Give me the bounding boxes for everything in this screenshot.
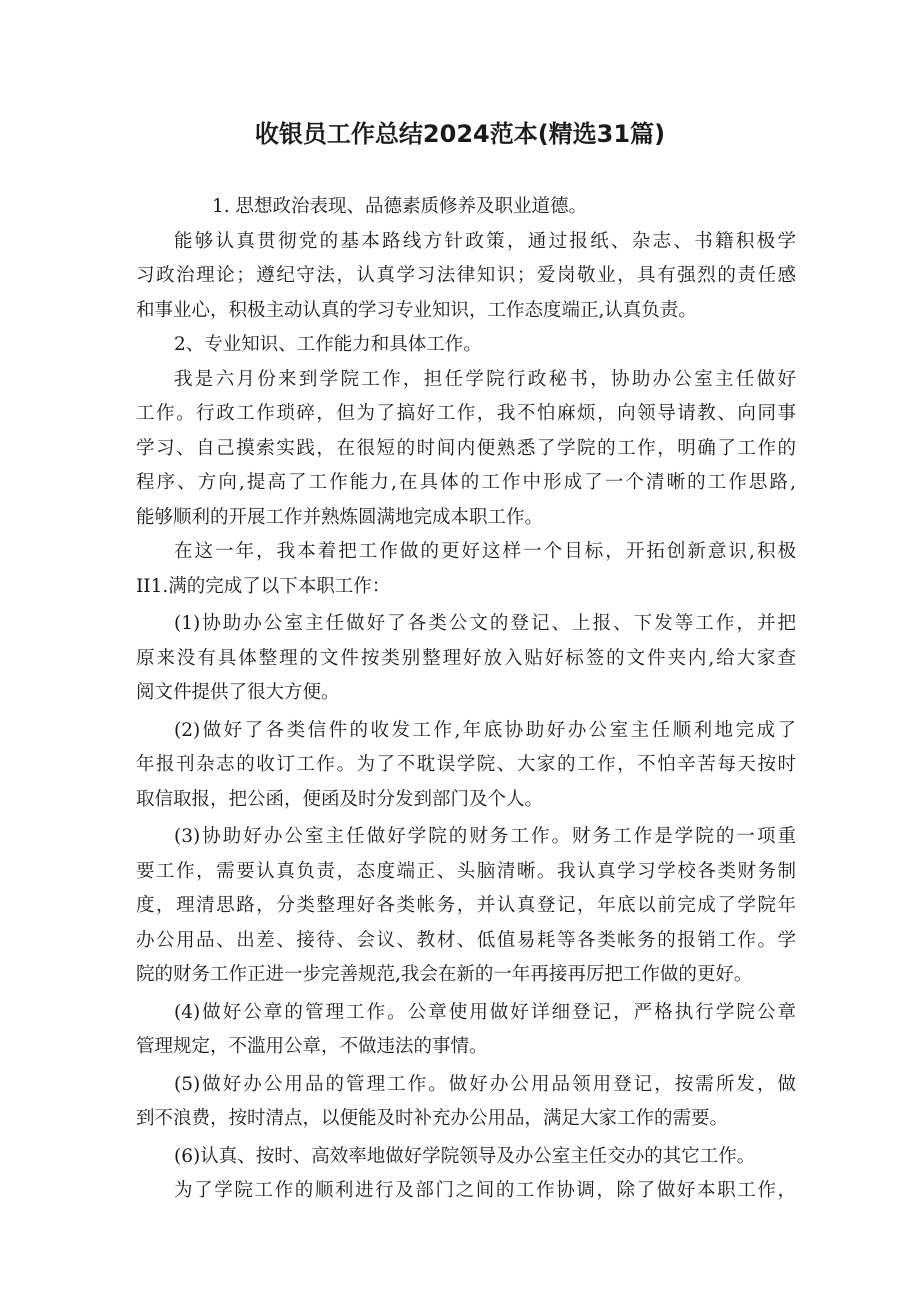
paragraph-line: 到不浪费，按时清点，以便能及时补充办公用品，满足大家工作的需要。 — [136, 1108, 729, 1129]
paragraph-line: II1.满的完成了以下本职工作： — [136, 575, 391, 597]
paragraph-line: 原来没有具体整理的文件按类别整理好放入贴好标签的文件夹内,给大家查 — [136, 647, 796, 669]
paragraph-line: 能够顺利的开展工作并熟炼圆满地完成本职工作。 — [136, 506, 544, 528]
list-item-5: (5)做好办公用品的管理工作。做好办公用品领用登记，按需所发，做 — [174, 1073, 796, 1095]
paragraph-line: 在这一年，我本着把工作做的更好这样一个目标，开拓创新意识,积极 — [174, 541, 796, 562]
paragraph-line: 管理规定，不滥用公章，不做违法的事情。 — [136, 1036, 488, 1057]
list-item-1: (1)协助办公室主任做好了各类公文的登记、上报、下发等工作，并把 — [174, 613, 796, 634]
document-title: 收银员工作总结2024范本(精选31篇) — [254, 120, 666, 148]
paragraph-line: 习政治理论；遵纪守法，认真学习法律知识；爱岗敬业，具有强烈的责任感 — [136, 265, 796, 286]
paragraph-line: 办公用品、出差、接待、会议、教材、低值易耗等各类帐务的报销工作。学 — [136, 929, 796, 951]
section-heading-2: 2、专业知识、工作能力和具体工作。 — [174, 334, 482, 355]
list-item-3: (3)协助好办公室主任做好学院的财务工作。财务工作是学院的一项重 — [174, 826, 796, 847]
paragraph-line: 阅文件提供了很大方便。 — [136, 682, 340, 703]
paragraph-line: 学习、自己摸索实践，在很短的时间内便熟悉了学院的工作，明确了工作的 — [136, 437, 796, 459]
paragraph-line: 年报刊杂志的收订工作。为了不耽误学院、大家的工作，不怕辛苦每天按时 — [136, 754, 796, 775]
paragraph-line: 能够认真贯彻党的基本路线方针政策，通过报纸、杂志、书籍积极学 — [174, 230, 796, 252]
list-item-4: (4)做好公章的管理工作。公章使用做好详细登记，严格执行学院公章 — [174, 1001, 796, 1023]
paragraph-line: 取信取报，把公函，便函及时分发到部门及个人。 — [136, 788, 544, 810]
paragraph-line: 和事业心，积极主动认真的学习专业知识，工作态度端正,认真负责。 — [136, 299, 697, 321]
list-item-2: (2)做好了各类信件的收发工作,年底协助好办公室主任顺利地完成了 — [174, 719, 796, 741]
paragraph-line: 要工作，需要认真负责，态度端正、头脑清晰。我认真学习学校各类财务制 — [136, 860, 796, 882]
paragraph-line: 工作。行政工作琐碎，但为了搞好工作，我不怕麻烦，向领导请教、向同事 — [136, 403, 796, 424]
section-heading-1: 1. 思想政治表现、品德素质修养及职业道德。 — [212, 196, 588, 217]
paragraph-line: 院的财务工作正进一步完善规范,我会在新的一年再接再厉把工作做的更好。 — [136, 964, 753, 985]
paragraph-line: 程序、方向,提高了工作能力,在具体的工作中形成了一个清晰的工作思路, — [136, 472, 796, 493]
list-item-6: (6)认真、按时、高效率地做好学院领导及办公室主任交办的其它工作。 — [174, 1145, 756, 1167]
paragraph-line: 度，理清思路，分类整理好各类帐务，并认真登记，年底以前完成了学院年 — [136, 895, 796, 916]
paragraph-line: 我是六月份来到学院工作，担任学院行政秘书，协助办公室主任做好 — [174, 368, 796, 390]
paragraph-line: 为了学院工作的顺利进行及部门之间的工作协调，除了做好本职工作， — [174, 1180, 796, 1201]
document-body — [136, 190, 796, 1209]
